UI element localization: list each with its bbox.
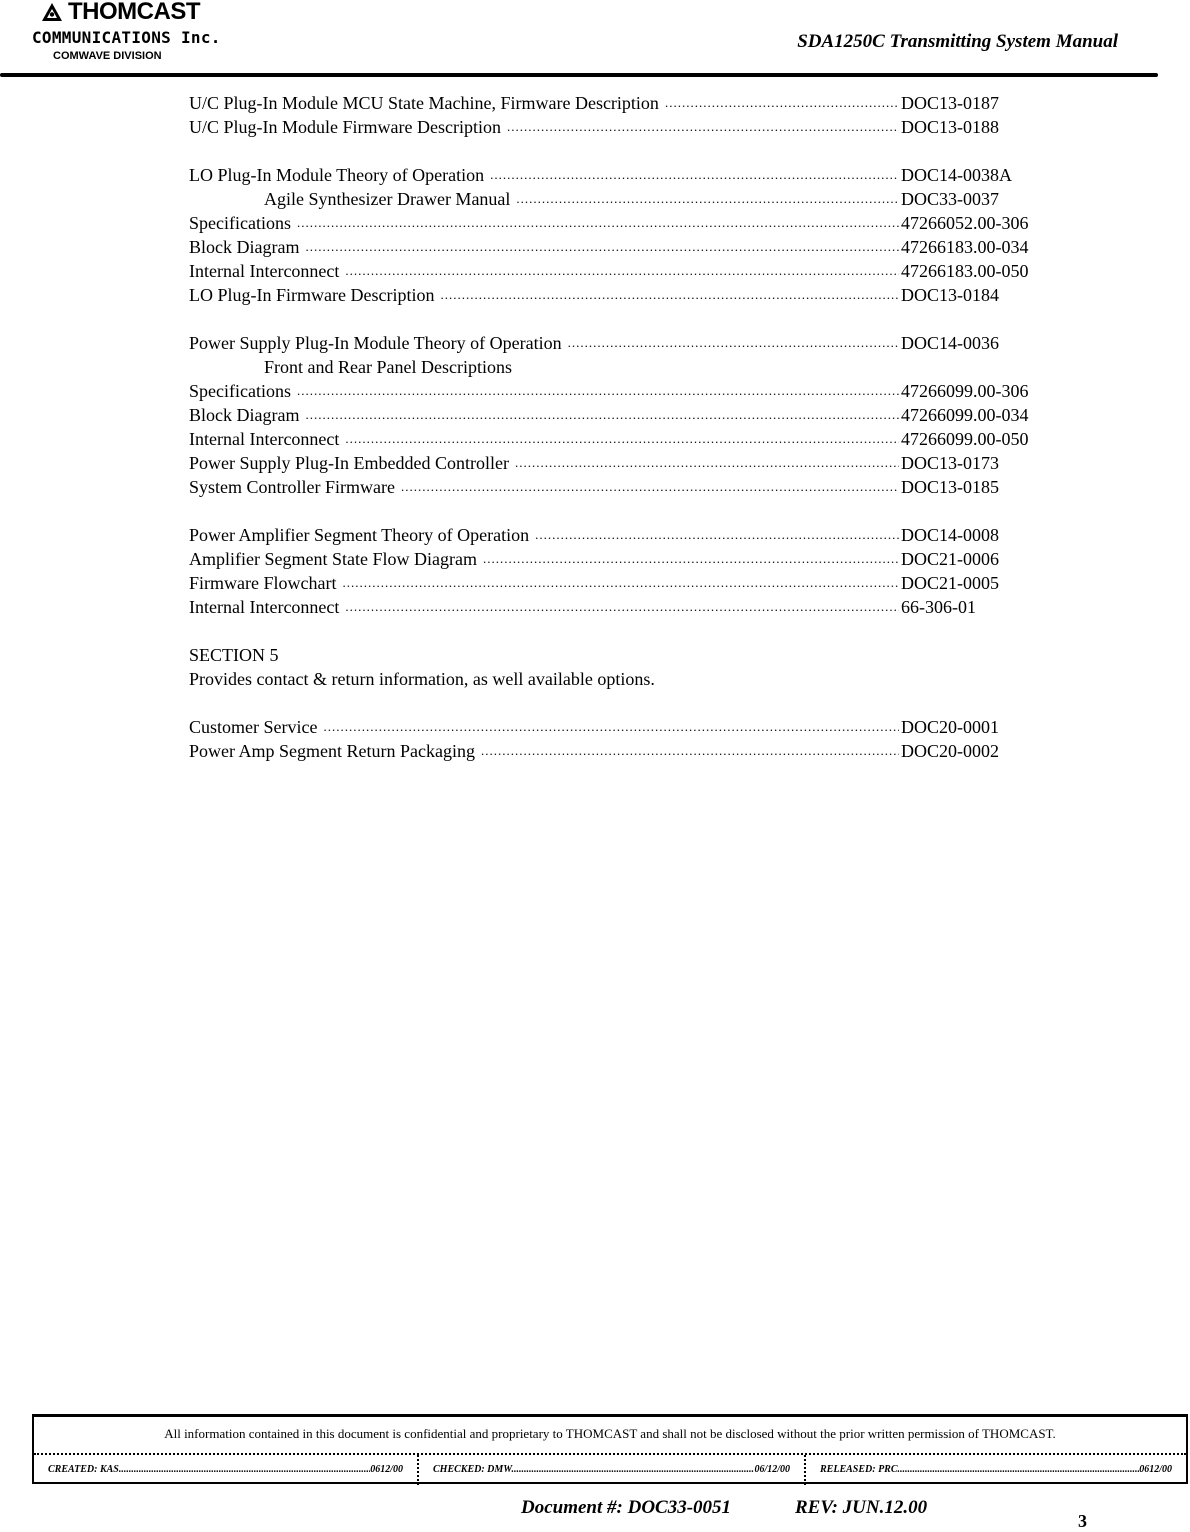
toc-row <box>189 211 1059 235</box>
toc-row <box>189 523 1059 547</box>
toc-row <box>189 595 1059 619</box>
toc-row <box>189 115 1059 139</box>
toc-entry-title: Internal Interconnect ..... <box>189 429 339 449</box>
toc-entry-title: Amplifier Segment State Flow Diagram ..... <box>189 549 477 569</box>
toc-entry-title: System Controller Firmware ..... <box>189 477 395 497</box>
toc-entry-title: Internal Interconnect ..... <box>189 597 339 617</box>
confidentiality-notice: All information contained in this document is confidential and proprietary to THOMCAST and shall not be disclosed without the prior written permission of THOMCAST. <box>34 1417 1186 1455</box>
toc-entry-title: Power Supply Plug-In Module Theory of Operation ..... <box>189 333 562 353</box>
spacer <box>189 619 1059 643</box>
toc-entry-ref: 47266052.00-306 <box>901 213 1029 233</box>
toc-row <box>189 547 1059 571</box>
toc-row <box>189 259 1059 283</box>
toc-entry-ref: 66-306-01 <box>901 597 976 617</box>
table-of-contents <box>189 91 1059 763</box>
revision: REV: JUN.12.00 <box>795 1497 928 1518</box>
header-rule <box>0 73 1158 77</box>
checked-date: 06/12/00 <box>754 1464 790 1475</box>
toc-row <box>189 475 1059 499</box>
toc-entry-ref: 47266099.00-034 <box>901 405 1029 425</box>
toc-row <box>189 571 1059 595</box>
toc-entry-ref: DOC20-0001 <box>901 717 999 737</box>
toc-row <box>189 235 1059 259</box>
toc-entry-ref: DOC13-0184 <box>901 285 999 305</box>
toc-entry-title: Customer Service ..... <box>189 717 317 737</box>
thomcast-logo-icon <box>40 0 64 24</box>
spacer <box>189 139 1059 163</box>
created-date: 0612/00 <box>370 1464 403 1475</box>
toc-row <box>189 283 1059 307</box>
toc-row <box>189 163 1059 187</box>
toc-entry-title: U/C Plug-In Module Firmware Description ..... <box>189 117 501 137</box>
toc-row <box>189 91 1059 115</box>
toc-entry-title: Power Amplifier Segment Theory of Operation ..... <box>189 525 529 545</box>
toc-entry-title: Agile Synthesizer Drawer Manual ..... <box>264 189 510 209</box>
section-heading: SECTION 5 <box>189 645 279 665</box>
toc-entry-ref: 47266183.00-034 <box>901 237 1029 257</box>
toc-entry-title: Power Amp Segment Return Packaging ..... <box>189 741 475 761</box>
checked-label: CHECKED: DMW ..... <box>433 1455 754 1485</box>
toc-entry-ref: DOC14-0038A <box>901 165 1012 185</box>
section-description: Provides contact & return information, as well available options. <box>189 669 655 689</box>
toc-entry-ref: DOC33-0037 <box>901 189 999 209</box>
toc-row <box>189 451 1059 475</box>
toc-entry-ref: DOC21-0006 <box>901 549 999 569</box>
released-cell <box>806 1455 1186 1485</box>
toc-entry-title: Power Supply Plug-In Embedded Controller ..... <box>189 453 509 473</box>
signoff-row <box>34 1455 1186 1485</box>
toc-entry-ref: DOC13-0173 <box>901 453 999 473</box>
toc-row <box>189 739 1059 763</box>
toc-entry-ref: DOC14-0008 <box>901 525 999 545</box>
checked-cell <box>419 1455 806 1485</box>
toc-entry-title: Specifications ..... <box>189 381 291 401</box>
toc-entry-title: Block Diagram ..... <box>189 237 299 257</box>
toc-entry-ref: DOC13-0188 <box>901 117 999 137</box>
company-subtitle: COMMUNICATIONS Inc. <box>32 28 221 47</box>
spacer <box>189 499 1059 523</box>
company-logo <box>40 0 200 24</box>
toc-entry-title: Specifications ..... <box>189 213 291 233</box>
toc-subheading: Front and Rear Panel Descriptions <box>264 357 512 377</box>
toc-row <box>189 403 1059 427</box>
toc-entry-ref: 47266183.00-050 <box>901 261 1029 281</box>
manual-title: SDA1250C Transmitting System Manual <box>797 31 1118 52</box>
toc-row <box>189 187 1059 211</box>
created-label: CREATED: KAS ..... <box>48 1455 370 1485</box>
toc-entry-ref: DOC13-0185 <box>901 477 999 497</box>
toc-row <box>189 379 1059 403</box>
page-number: 3 <box>1078 1511 1087 1531</box>
document-number: Document #: DOC33-0051 <box>521 1497 732 1518</box>
company-name: THOMCAST <box>68 0 200 25</box>
toc-entry-ref: DOC14-0036 <box>901 333 999 353</box>
toc-entry-title: LO Plug-In Module Theory of Operation ..... <box>189 165 484 185</box>
toc-row <box>189 427 1059 451</box>
toc-entry-ref: DOC20-0002 <box>901 741 999 761</box>
toc-entry-title: Internal Interconnect ..... <box>189 261 339 281</box>
company-division: COMWAVE DIVISION <box>53 50 162 62</box>
toc-entry-title: Block Diagram ..... <box>189 405 299 425</box>
spacer <box>189 307 1059 331</box>
toc-entry-ref: 47266099.00-306 <box>901 381 1029 401</box>
toc-entry-ref: DOC13-0187 <box>901 93 999 113</box>
toc-row <box>189 331 1059 355</box>
toc-entry-title: U/C Plug-In Module MCU State Machine, Firmware Description ..... <box>189 93 659 113</box>
created-cell <box>34 1455 419 1485</box>
spacer <box>189 691 1059 715</box>
toc-row <box>189 715 1059 739</box>
toc-entry-ref: DOC21-0005 <box>901 573 999 593</box>
toc-entry-title: Firmware Flowchart ..... <box>189 573 336 593</box>
released-label: RELEASED: PRC ..... <box>820 1455 1139 1485</box>
released-date: 0612/00 <box>1139 1464 1172 1475</box>
toc-entry-ref: 47266099.00-050 <box>901 429 1029 449</box>
toc-entry-title: LO Plug-In Firmware Description ..... <box>189 285 434 305</box>
footer-box <box>32 1414 1188 1484</box>
